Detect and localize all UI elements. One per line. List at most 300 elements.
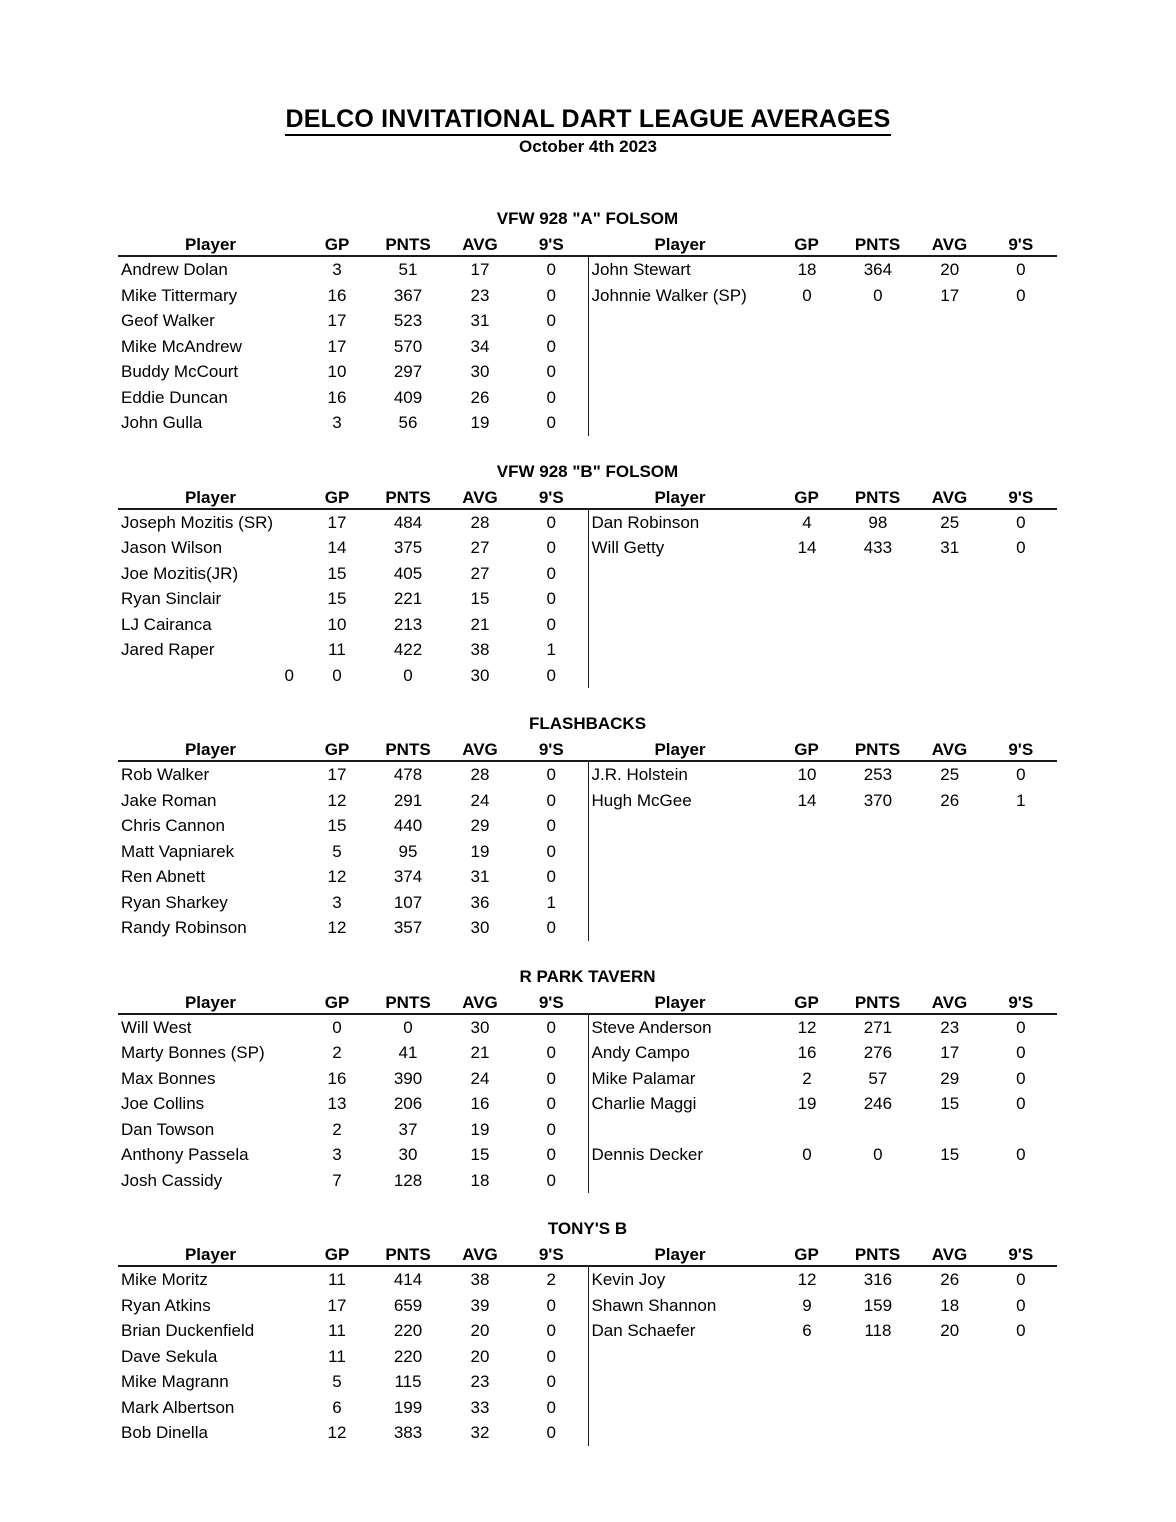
gp-cell: 16	[327, 285, 347, 305]
pnts-cell	[841, 663, 915, 689]
table-header	[118, 234, 588, 257]
pnts-cell: 440	[393, 816, 423, 835]
nines-cell: 0	[546, 1119, 556, 1139]
avg-cell: 19	[470, 413, 490, 432]
table-row	[118, 1395, 588, 1421]
nines-cell: 0	[1016, 1043, 1026, 1062]
nines-cell: 0	[546, 1295, 556, 1315]
column-header: GP	[324, 235, 350, 254]
sections-container	[118, 209, 1057, 1446]
player-cell: Jake Roman	[121, 790, 217, 810]
gp-cell	[773, 915, 841, 941]
pnts-cell	[841, 586, 915, 612]
nines-cell	[985, 612, 1057, 638]
pnts-cell	[841, 410, 915, 436]
gp-cell: 6	[802, 1321, 812, 1340]
pnts-cell	[841, 334, 915, 360]
gp-cell: 11	[328, 1270, 346, 1289]
column-header: Player	[184, 992, 237, 1012]
table-row	[118, 1318, 588, 1344]
avg-cell: 30	[470, 918, 490, 937]
table-row	[589, 1168, 1058, 1194]
column-header: PNTS	[385, 992, 431, 1012]
avg-cell: 34	[470, 336, 490, 356]
table-rows	[588, 762, 1058, 941]
avg-cell: 19	[470, 1119, 490, 1139]
table-row	[589, 1318, 1058, 1344]
table-row	[589, 1344, 1058, 1370]
table-row	[589, 257, 1058, 283]
pnts-cell: 414	[393, 1270, 423, 1289]
nines-cell: 0	[546, 311, 556, 330]
gp-cell: 17	[327, 336, 347, 356]
nines-cell: 1	[1016, 790, 1026, 810]
avg-cell: 20	[470, 1346, 490, 1366]
table-row	[118, 663, 588, 689]
nines-cell	[985, 410, 1057, 436]
avg-cell: 17	[940, 1043, 960, 1062]
gp-cell: 2	[802, 1068, 812, 1088]
nines-cell: 0	[546, 841, 556, 861]
table-row	[118, 334, 588, 360]
pnts-cell: 56	[398, 413, 418, 432]
player-cell	[589, 410, 774, 436]
table-header	[588, 487, 1058, 510]
avg-cell: 29	[470, 816, 490, 835]
nines-cell: 0	[546, 1372, 556, 1391]
right-table	[588, 487, 1058, 689]
team-tables	[118, 992, 1057, 1194]
avg-cell: 25	[940, 512, 960, 532]
player-cell: Ren Abnett	[121, 867, 206, 886]
avg-cell: 30	[470, 665, 490, 685]
gp-cell: 17	[327, 765, 347, 784]
table-row	[118, 762, 588, 788]
gp-cell: 3	[332, 892, 342, 912]
column-header: GP	[794, 235, 819, 254]
gp-cell	[773, 586, 841, 612]
team-name: R PARK TAVERN	[519, 966, 656, 986]
nines-cell: 0	[546, 589, 556, 608]
gp-cell: 0	[802, 1145, 812, 1164]
avg-cell: 18	[470, 1170, 490, 1190]
pnts-cell: 409	[393, 387, 423, 407]
table-row	[589, 637, 1058, 663]
nines-cell: 1	[546, 640, 556, 659]
pnts-cell: 253	[863, 765, 893, 784]
pnts-cell: 659	[393, 1295, 423, 1315]
column-header: GP	[794, 740, 819, 759]
avg-cell	[915, 1420, 985, 1446]
nines-cell: 0	[546, 1423, 556, 1442]
avg-cell: 20	[470, 1321, 490, 1340]
player-cell: Dan Schaefer	[591, 1321, 696, 1340]
table-row	[118, 1267, 588, 1293]
avg-cell	[915, 890, 985, 916]
gp-cell: 17	[327, 512, 347, 532]
column-header: PNTS	[385, 1245, 431, 1264]
table-row	[589, 890, 1058, 916]
left-table	[118, 1244, 588, 1446]
table-row	[118, 612, 588, 638]
avg-cell: 17	[940, 285, 960, 305]
player-cell: Randy Robinson	[121, 918, 247, 937]
nines-cell: 0	[546, 918, 556, 937]
column-header: GP	[324, 487, 350, 507]
pnts-cell: 374	[393, 867, 423, 886]
table-header	[118, 1244, 588, 1267]
gp-cell: 5	[332, 1372, 342, 1391]
column-header: Player	[654, 740, 706, 759]
player-cell: Mike Magrann	[121, 1372, 229, 1391]
avg-cell	[915, 915, 985, 941]
nines-cell: 0	[546, 538, 556, 557]
gp-cell	[773, 813, 841, 839]
player-cell: Steve Anderson	[591, 1017, 712, 1037]
table-row	[118, 839, 588, 865]
nines-cell	[985, 890, 1057, 916]
column-header: GP	[794, 1245, 819, 1264]
player-cell: Joe Mozitis(JR)	[121, 563, 239, 583]
player-cell	[589, 839, 774, 865]
table-header	[118, 992, 588, 1015]
nines-cell: 0	[1016, 1068, 1026, 1088]
avg-cell: 23	[470, 1372, 490, 1391]
left-table	[118, 234, 588, 436]
avg-cell	[915, 813, 985, 839]
player-cell: Andy Campo	[591, 1043, 690, 1062]
nines-cell: 0	[546, 665, 556, 685]
table-rows	[588, 1015, 1058, 1194]
nines-cell: 0	[1016, 1270, 1026, 1289]
table-row	[589, 561, 1058, 587]
table-row	[118, 1091, 588, 1117]
player-cell: Chris Cannon	[121, 816, 225, 835]
gp-cell: 14	[797, 538, 817, 557]
gp-cell: 3	[332, 260, 342, 279]
pnts-cell	[841, 1395, 915, 1421]
avg-cell: 31	[470, 311, 490, 330]
nines-cell: 0	[546, 816, 556, 835]
page-title	[0, 0, 1176, 135]
avg-cell	[915, 839, 985, 865]
column-header: Player	[184, 235, 237, 254]
team-name: FLASHBACKS	[528, 714, 647, 733]
pnts-cell	[841, 385, 915, 411]
avg-cell	[915, 1395, 985, 1421]
team-name: VFW 928 "B" FOLSOM	[496, 461, 679, 481]
avg-cell: 26	[470, 387, 490, 407]
nines-cell: 0	[546, 285, 556, 305]
nines-cell: 0	[1016, 1295, 1026, 1315]
nines-cell: 0	[546, 790, 556, 810]
column-header: Player	[654, 1245, 706, 1264]
player-cell: LJ Cairanca	[121, 614, 212, 634]
nines-cell	[985, 586, 1057, 612]
column-header: GP	[794, 487, 819, 507]
gp-cell: 3	[332, 1145, 342, 1164]
pnts-cell	[841, 864, 915, 890]
team-tables	[118, 1244, 1057, 1446]
gp-cell: 15	[327, 563, 347, 583]
pnts-cell	[841, 1420, 915, 1446]
avg-cell: 24	[470, 790, 490, 810]
player-cell: Dan Robinson	[591, 512, 700, 532]
avg-cell	[915, 385, 985, 411]
player-cell: Joe Collins	[121, 1094, 205, 1113]
gp-cell	[773, 1395, 841, 1421]
column-header: AVG	[931, 1245, 968, 1264]
pnts-cell: 41	[398, 1043, 418, 1062]
nines-cell	[985, 1420, 1057, 1446]
pnts-cell	[841, 637, 915, 663]
nines-cell: 0	[1016, 512, 1026, 532]
avg-cell: 15	[470, 589, 490, 608]
gp-cell: 18	[797, 260, 817, 279]
table-row	[589, 1015, 1058, 1041]
nines-cell: 0	[546, 1043, 556, 1062]
player-cell: John Gulla	[121, 413, 203, 432]
nines-cell: 0	[546, 867, 556, 886]
avg-cell: 20	[940, 1321, 960, 1340]
table-row	[589, 1395, 1058, 1421]
player-cell: Bob Dinella	[121, 1423, 208, 1442]
column-header: 9'S	[538, 1245, 564, 1264]
team-section	[118, 967, 1057, 1194]
column-header: 9'S	[1008, 740, 1034, 759]
pnts-cell: 367	[393, 285, 423, 305]
pnts-cell: 364	[863, 260, 893, 279]
column-header: 9'S	[538, 235, 564, 254]
pnts-cell	[841, 813, 915, 839]
table-row	[118, 385, 588, 411]
team-name: TONY'S B	[547, 1219, 628, 1238]
player-cell: Dennis Decker	[591, 1145, 703, 1164]
gp-cell: 0	[332, 1017, 342, 1037]
nines-cell: 0	[1016, 260, 1026, 279]
team-name: VFW 928 "A" FOLSOM	[496, 209, 679, 228]
column-header: 9'S	[538, 487, 564, 507]
column-header: PNTS	[854, 992, 901, 1012]
table-row	[589, 612, 1058, 638]
right-table	[588, 234, 1058, 436]
pnts-cell: 57	[868, 1068, 888, 1088]
player-cell: Mike Tittermary	[121, 285, 238, 305]
column-header: 9'S	[1008, 235, 1034, 254]
gp-cell: 0	[332, 665, 342, 685]
player-cell	[589, 334, 774, 360]
avg-cell	[915, 308, 985, 334]
table-row	[589, 308, 1058, 334]
avg-cell	[915, 864, 985, 890]
gp-cell	[773, 359, 841, 385]
table-rows	[588, 510, 1058, 689]
gp-cell	[773, 663, 841, 689]
table-row	[589, 535, 1058, 561]
gp-cell	[773, 890, 841, 916]
column-header: PNTS	[854, 1245, 901, 1264]
avg-cell: 30	[470, 1017, 490, 1037]
table-row	[118, 359, 588, 385]
nines-cell: 0	[546, 1170, 556, 1190]
player-cell	[589, 561, 774, 587]
table-row	[589, 1420, 1058, 1446]
pnts-cell: 357	[393, 918, 423, 937]
table-row	[118, 1066, 588, 1092]
table-row	[118, 1293, 588, 1319]
avg-cell: 38	[470, 1270, 490, 1289]
avg-cell: 27	[470, 538, 490, 557]
table-row	[589, 663, 1058, 689]
team-section	[118, 714, 1057, 941]
table-row	[118, 1344, 588, 1370]
table-row	[118, 283, 588, 309]
column-header: Player	[184, 1245, 237, 1264]
column-header: AVG	[931, 235, 968, 254]
avg-cell: 25	[940, 765, 960, 784]
player-cell: Brian Duckenfield	[121, 1321, 255, 1340]
pnts-cell	[841, 561, 915, 587]
table-row	[589, 385, 1058, 411]
column-header: GP	[324, 740, 350, 759]
gp-cell	[773, 1369, 841, 1395]
pnts-cell: 0	[403, 1017, 413, 1037]
player-cell: Ryan Sinclair	[121, 589, 222, 608]
left-table	[118, 992, 588, 1194]
player-cell	[589, 612, 774, 638]
gp-cell	[773, 561, 841, 587]
nines-cell: 0	[546, 1068, 556, 1088]
avg-cell: 21	[470, 614, 490, 634]
player-cell: Dave Sekula	[121, 1346, 218, 1366]
table-row	[118, 1040, 588, 1066]
table-row	[589, 1267, 1058, 1293]
nines-cell	[985, 663, 1057, 689]
player-cell: Charlie Maggi	[591, 1094, 697, 1113]
pnts-cell: 276	[863, 1043, 893, 1062]
pnts-cell: 159	[863, 1295, 893, 1315]
nines-cell: 0	[1016, 538, 1026, 557]
player-cell: Eddie Duncan	[121, 387, 228, 407]
team-section	[118, 1219, 1057, 1446]
gp-cell	[773, 1168, 841, 1194]
team-tables	[118, 234, 1057, 436]
nines-cell: 0	[546, 1094, 556, 1113]
nines-cell: 0	[546, 387, 556, 407]
avg-cell: 23	[940, 1017, 960, 1037]
gp-cell: 3	[332, 413, 342, 432]
column-header: AVG	[462, 992, 498, 1012]
player-cell	[589, 1395, 774, 1421]
nines-cell: 0	[1016, 1321, 1026, 1340]
table-header	[588, 234, 1058, 257]
table-header	[588, 739, 1058, 762]
avg-cell: 17	[470, 260, 490, 279]
gp-cell: 2	[332, 1119, 342, 1139]
gp-cell: 15	[327, 816, 347, 835]
avg-cell: 28	[470, 765, 490, 784]
table-row	[589, 334, 1058, 360]
pnts-cell: 484	[393, 512, 423, 532]
gp-cell: 12	[797, 1017, 817, 1037]
nines-cell: 0	[546, 413, 556, 432]
nines-cell: 0	[1016, 285, 1026, 305]
avg-cell: 38	[470, 640, 490, 659]
table-row	[118, 915, 588, 941]
gp-cell	[773, 612, 841, 638]
nines-cell: 0	[546, 1346, 556, 1366]
gp-cell: 10	[327, 614, 347, 634]
pnts-cell: 30	[398, 1145, 418, 1164]
table-row	[589, 410, 1058, 436]
player-cell	[589, 1117, 774, 1143]
pnts-cell: 422	[393, 640, 423, 659]
table-row	[118, 864, 588, 890]
pnts-cell: 220	[393, 1346, 423, 1366]
gp-cell	[773, 864, 841, 890]
nines-cell	[985, 1369, 1057, 1395]
table-row	[589, 864, 1058, 890]
pnts-cell	[841, 1117, 915, 1143]
team-section	[118, 209, 1057, 436]
pnts-cell	[841, 1369, 915, 1395]
column-header: PNTS	[854, 487, 901, 507]
nines-cell	[985, 561, 1057, 587]
gp-cell: 12	[327, 790, 347, 810]
avg-cell: 20	[940, 260, 960, 279]
avg-cell	[915, 334, 985, 360]
avg-cell	[915, 637, 985, 663]
pnts-cell: 523	[393, 311, 423, 330]
player-cell: Ryan Atkins	[121, 1295, 211, 1315]
player-cell	[589, 586, 774, 612]
pnts-cell	[841, 839, 915, 865]
pnts-cell	[841, 890, 915, 916]
player-cell	[589, 1369, 774, 1395]
gp-cell: 12	[327, 1423, 347, 1442]
column-header: PNTS	[854, 235, 901, 254]
avg-cell	[915, 586, 985, 612]
column-header: AVG	[931, 487, 968, 507]
avg-cell: 30	[470, 362, 490, 381]
nines-cell	[985, 1395, 1057, 1421]
table-rows	[588, 1267, 1058, 1446]
table-row	[589, 1040, 1058, 1066]
player-cell: Hugh McGee	[591, 790, 692, 810]
avg-cell: 21	[470, 1043, 490, 1062]
player-cell	[589, 663, 774, 689]
player-cell: Mike Palamar	[591, 1068, 696, 1088]
player-cell: Jared Raper	[121, 640, 215, 659]
gp-cell: 5	[332, 841, 342, 861]
avg-cell: 26	[940, 790, 960, 810]
table-row	[118, 1015, 588, 1041]
avg-cell: 15	[940, 1145, 960, 1164]
nines-cell	[985, 813, 1057, 839]
table-row	[118, 561, 588, 587]
avg-cell: 15	[470, 1145, 490, 1164]
table-row	[118, 535, 588, 561]
gp-cell: 16	[797, 1043, 817, 1062]
gp-cell: 7	[332, 1170, 342, 1190]
gp-cell: 0	[802, 285, 812, 305]
pnts-cell: 383	[393, 1423, 423, 1442]
nines-cell: 0	[546, 1017, 556, 1037]
nines-cell: 0	[1016, 1094, 1026, 1113]
avg-cell	[915, 410, 985, 436]
table-row	[118, 510, 588, 536]
pnts-cell: 0	[873, 1145, 883, 1164]
